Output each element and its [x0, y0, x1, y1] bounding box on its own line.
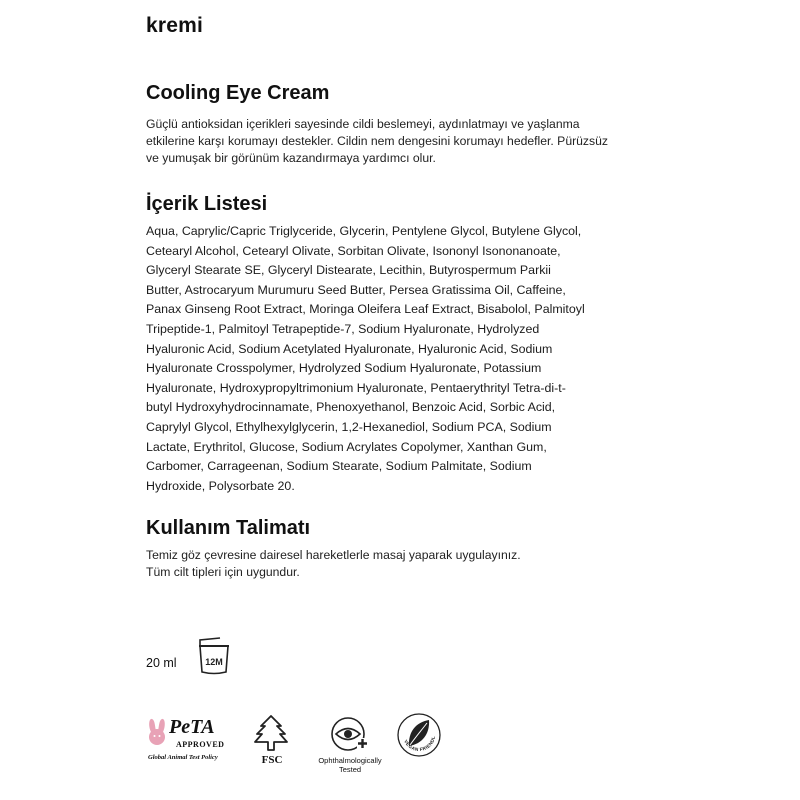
eye-icon: [330, 716, 370, 752]
bunny-icon: [146, 716, 168, 746]
pao-label: 12M: [205, 657, 223, 667]
usage-heading: Kullanım Talimatı: [146, 517, 311, 539]
ingredients-heading: İçerik Listesi: [146, 193, 268, 215]
peta-wordmark: PeTA: [169, 716, 215, 738]
fsc-badge: [253, 712, 293, 770]
ophthalmo-label-line1: Ophthalmologically: [318, 756, 382, 765]
usage-skin-types: Tüm cilt tipleri için uygundur.: [146, 565, 300, 579]
volume-label: 20 ml: [146, 656, 177, 670]
vegan-label: VEGAN FRIENDL: [403, 735, 436, 753]
peta-approved-label: APPROVED: [176, 740, 225, 749]
leaf-icon: [396, 712, 442, 758]
ophthalmo-label-line2: Tested: [338, 765, 362, 774]
peta-policy-label: Global Animal Test Policy: [148, 754, 218, 761]
vegan-badge: [396, 712, 442, 758]
ophthalmo-badge: [318, 716, 382, 778]
fsc-tree-icon: [253, 712, 289, 754]
product-title: Cooling Eye Cream: [146, 82, 330, 104]
brand-logo: kremi: [146, 14, 204, 37]
usage-instruction: Temiz göz çevresine dairesel hareketlerle masaj yaparak uygulayınız.: [146, 548, 521, 562]
fsc-label: FSC: [261, 754, 283, 766]
product-description: Güçlü antioksidan içerikleri sayesinde cildi beslemeyi, aydınlatmayı ve yaşlanma etkilerine karşı korumayı destekler. Cildin nem dengesini korumayı hedefler. Pürüzsüz ve yumuşak bir görünüm kazandırmaya yardımcı olur.: [146, 117, 608, 165]
pao-jar-icon: [192, 634, 236, 678]
ingredients-list: Aqua, Caprylic/Capric Triglyceride, Glycerin, Pentylene Glycol, Butylene Glycol, Cetearyl Alcohol, Cetearyl Olivate, Sorbitan Olivate, Isononyl Isononanoate, Glyceryl Stearate SE, Glyceryl Distearate, Lecithin, Butyrospermum Parkii Butter, Astrocaryum Murumuru Seed Butter, Persea Gratissima Oil, Caffeine, Panax Ginseng Root Extract, Moringa Oleifera Leaf Extract, Bisabolol, Palmitoyl Tripeptide-1, Palmitoyl Tetrapeptide-7, Sodium Hyaluronate, Hydrolyzed Hyaluronic Acid, Sodium Acetylated Hyaluronate, Hyaluronic Acid, Sodium Hyaluronate Crosspolymer, Hydrolyzed Sodium Hyaluronate, Potassium Hyaluronate, Hydroxypropyltrimonium Hyaluronate, Pentaerythrityl Tetra-di-t-butyl Hydroxyhydrocinnamate, Phenoxyethanol, Benzoic Acid, Sorbic Acid, Caprylyl Glycol, Ethylhexylglycerin, 1,2-Hexanediol, Sodium PCA, Sodium Lactate, Erythritol, Glucose, Sodium Acrylates Copolymer, Xanthan Gum, Carbomer, Carrageenan, Sodium Stearate, Sodium Palmitate, Sodium Hydroxide, Polysorbate 20.: [146, 224, 585, 493]
peta-badge: [144, 716, 224, 766]
